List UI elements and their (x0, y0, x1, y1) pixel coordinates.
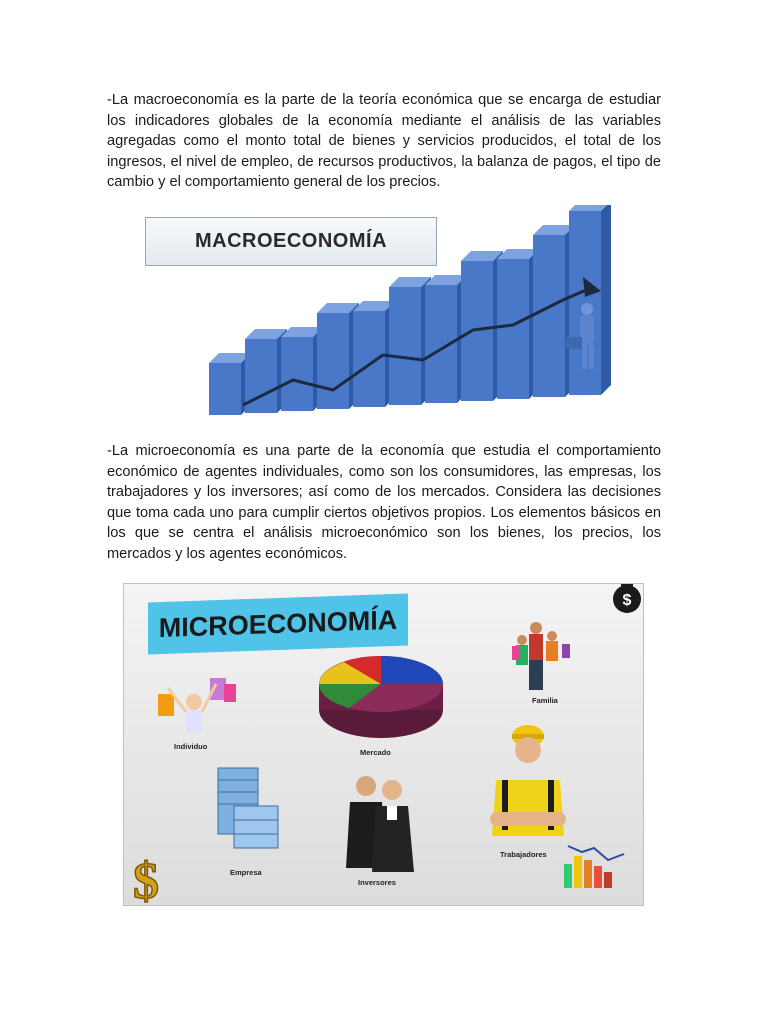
inversores-icon (346, 776, 414, 872)
macroeconomia-illustration (143, 205, 630, 427)
label-inversores: Inversores (358, 878, 396, 887)
micro-title: MICROECONOMÍA (158, 604, 398, 643)
empresa-icon (218, 768, 278, 848)
macro-title: MACROECONOMÍA (194, 230, 388, 252)
label-empresa: Empresa (230, 868, 262, 877)
money-bag-dollar: $ (622, 592, 632, 609)
trabajadores-icon (490, 725, 566, 836)
label-trabajadores: Trabajadores (500, 850, 547, 859)
label-individuo: Individuo (174, 742, 208, 751)
macro-bar (281, 327, 323, 411)
macro-bar (389, 277, 431, 405)
label-mercado: Mercado (360, 748, 391, 757)
macro-bar (353, 301, 395, 407)
mercado-pie-icon (319, 656, 443, 738)
label-familia: Familia (532, 696, 558, 705)
gold-dollar-icon: $ (133, 853, 159, 907)
microeconomia-illustration (123, 583, 644, 906)
macro-bar (317, 303, 359, 409)
paragraph-microeconomia: -La microeconomía es una parte de la economía que estudia el comportamiento económico de agentes individuales, como son los consumidores, las empresas, los trabajadores y los inversores; así como de los mercados. Considera las decisiones que toma cada uno para cumplir ciertos objetivos propios. Los elementos básicos en los que se centra el análisis microeconómico son los bienes, los precios, los mercados y los agentes económicos. (107, 443, 661, 562)
paragraph-macroeconomia: -La macroeconomía es la parte de la teoría económica que se encarga de estudiar los indicadores globales de la economía mediante el análisis de las variables agregadas como el monto total de bienes y servicios producidos, el total de los ingresos, el nivel de empleo, de recursos productivos, la balanza de pagos, el tipo de cambio y el comportamiento general de los precios. (107, 92, 661, 190)
mini-bar-chart-icon (564, 846, 624, 888)
familia-icon (512, 622, 570, 690)
macro-title-box (145, 217, 437, 266)
individuo-icon (158, 678, 236, 732)
